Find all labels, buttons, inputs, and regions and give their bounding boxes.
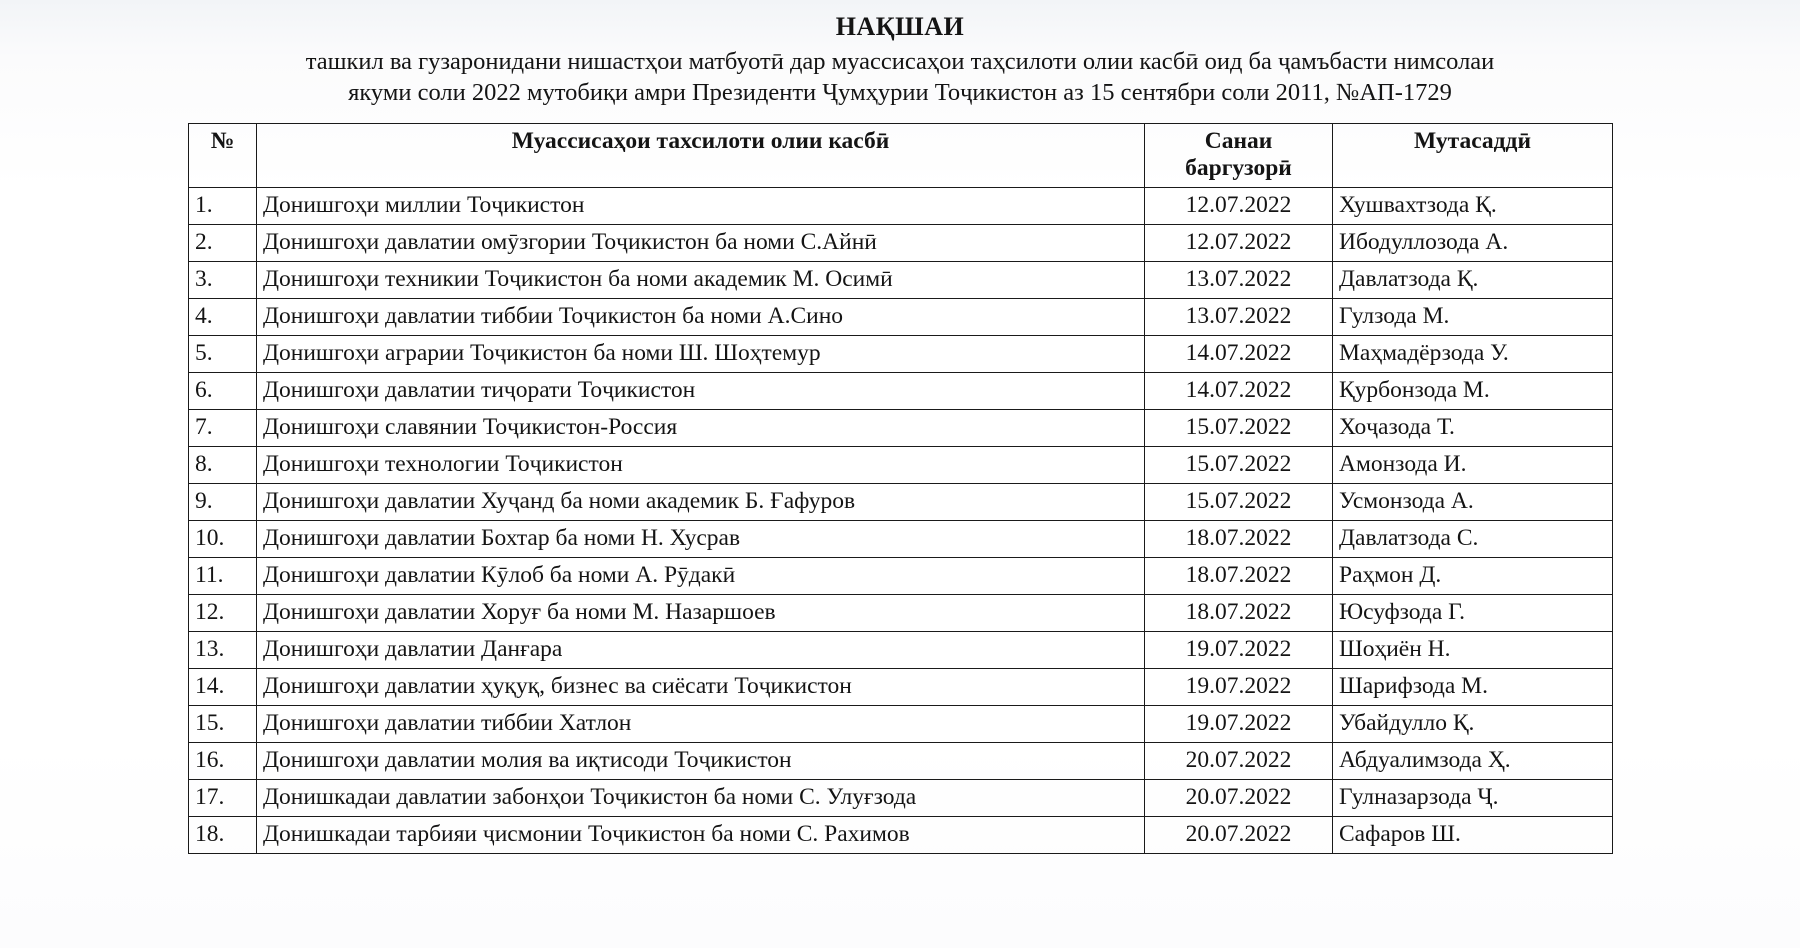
table-header: [189, 123, 1613, 187]
institution-name: Донишкадаи давлатии забонҳои Тоҷикистон ба номи С. Улуғзода: [257, 779, 1145, 816]
event-date: 15.07.2022: [1145, 483, 1333, 520]
row-number: 3.: [189, 261, 257, 298]
responsible-person: Шарифзода М.: [1333, 668, 1613, 705]
row-number: 4.: [189, 298, 257, 335]
responsible-person: Амонзода И.: [1333, 446, 1613, 483]
table-body: [189, 187, 1613, 853]
institution-name: Донишгоҳи славянии Тоҷикистон-Россия: [257, 409, 1145, 446]
table-row: [189, 298, 1613, 335]
event-date: 20.07.2022: [1145, 742, 1333, 779]
table-header-row: [189, 123, 1613, 187]
institution-name: Донишгоҳи давлатии тиббии Тоҷикистон ба номи А.Сино: [257, 298, 1145, 335]
event-date: 19.07.2022: [1145, 668, 1333, 705]
column-header-number: №: [189, 123, 257, 187]
row-number: 1.: [189, 187, 257, 224]
institution-name: Донишгоҳи миллии Тоҷикистон: [257, 187, 1145, 224]
table-row: [189, 261, 1613, 298]
table-row: [189, 668, 1613, 705]
institution-name: Донишгоҳи техникии Тоҷикистон ба номи академик М. Осимӣ: [257, 261, 1145, 298]
responsible-person: Хоҷазода Т.: [1333, 409, 1613, 446]
subtitle-line-2: якуми соли 2022 мутобиқи амри Президенти Ҷумҳурии Тоҷикистон аз 15 сентябри соли 2011, №АП-1729: [348, 79, 1452, 107]
row-number: 10.: [189, 520, 257, 557]
institution-name: Донишгоҳи технологии Тоҷикистон: [257, 446, 1145, 483]
row-number: 14.: [189, 668, 257, 705]
responsible-person: Сафаров Ш.: [1333, 816, 1613, 853]
institution-name: Донишгоҳи давлатии Хуҷанд ба номи академик Б. Ғафуров: [257, 483, 1145, 520]
institution-name: Донишгоҳи аграрии Тоҷикистон ба номи Ш. Шоҳтемур: [257, 335, 1145, 372]
institution-name: Донишгоҳи давлатии Хоруғ ба номи М. Назаршоев: [257, 594, 1145, 631]
row-number: 6.: [189, 372, 257, 409]
responsible-person: Ибодуллозода А.: [1333, 224, 1613, 261]
responsible-person: Раҳмон Д.: [1333, 557, 1613, 594]
responsible-person: Давлатзода С.: [1333, 520, 1613, 557]
event-date: 14.07.2022: [1145, 372, 1333, 409]
responsible-person: Усмонзода А.: [1333, 483, 1613, 520]
document-subtitle: [180, 46, 1620, 109]
event-date: 15.07.2022: [1145, 409, 1333, 446]
event-date: 13.07.2022: [1145, 298, 1333, 335]
table-row: [189, 483, 1613, 520]
responsible-person: Шоҳиён Н.: [1333, 631, 1613, 668]
event-date: 12.07.2022: [1145, 187, 1333, 224]
row-number: 2.: [189, 224, 257, 261]
institution-name: Донишгоҳи давлатии тиббии Хатлон: [257, 705, 1145, 742]
row-number: 13.: [189, 631, 257, 668]
row-number: 8.: [189, 446, 257, 483]
row-number: 15.: [189, 705, 257, 742]
responsible-person: Гулзода М.: [1333, 298, 1613, 335]
row-number: 5.: [189, 335, 257, 372]
institution-name: Донишгоҳи давлатии омӯзгории Тоҷикистон ба номи С.Айнӣ: [257, 224, 1145, 261]
table-row: [189, 742, 1613, 779]
event-date: 18.07.2022: [1145, 594, 1333, 631]
table-row: [189, 520, 1613, 557]
schedule-table: [188, 123, 1613, 854]
table-row: [189, 557, 1613, 594]
event-date: 14.07.2022: [1145, 335, 1333, 372]
column-header-date-line1: Санаи: [1204, 127, 1273, 154]
column-header-date: [1145, 123, 1333, 187]
column-header-institution: Муассисаҳои тахсилоти олии касбӣ: [257, 123, 1145, 187]
event-date: 12.07.2022: [1145, 224, 1333, 261]
schedule-table-container: [188, 123, 1612, 854]
page-title: НАҚШАИ: [835, 12, 965, 41]
responsible-person: Қурбонзода М.: [1333, 372, 1613, 409]
event-date: 18.07.2022: [1145, 520, 1333, 557]
responsible-person: Юсуфзода Г.: [1333, 594, 1613, 631]
responsible-person: Абдуалимзода Ҳ.: [1333, 742, 1613, 779]
table-row: [189, 224, 1613, 261]
table-row: [189, 446, 1613, 483]
row-number: 17.: [189, 779, 257, 816]
event-date: 19.07.2022: [1145, 705, 1333, 742]
table-row: [189, 335, 1613, 372]
event-date: 20.07.2022: [1145, 816, 1333, 853]
responsible-person: Хушвахтзода Қ.: [1333, 187, 1613, 224]
table-row: [189, 705, 1613, 742]
responsible-person: Давлатзода Қ.: [1333, 261, 1613, 298]
event-date: 13.07.2022: [1145, 261, 1333, 298]
institution-name: Донишгоҳи давлатии молия ва иқтисоди Тоҷикистон: [257, 742, 1145, 779]
institution-name: Донишгоҳи давлатии Кӯлоб ба номи А. Рӯдакӣ: [257, 557, 1145, 594]
table-row: [189, 409, 1613, 446]
column-header-responsible: Мутасаддӣ: [1333, 123, 1613, 187]
table-row: [189, 816, 1613, 853]
row-number: 7.: [189, 409, 257, 446]
table-row: [189, 779, 1613, 816]
responsible-person: Убайдулло Қ.: [1333, 705, 1613, 742]
row-number: 9.: [189, 483, 257, 520]
responsible-person: Гулназарзода Ҷ.: [1333, 779, 1613, 816]
row-number: 16.: [189, 742, 257, 779]
row-number: 18.: [189, 816, 257, 853]
institution-name: Донишкадаи тарбияи ҷисмонии Тоҷикистон ба номи С. Рахимов: [257, 816, 1145, 853]
event-date: 19.07.2022: [1145, 631, 1333, 668]
responsible-person: Маҳмадёрзода У.: [1333, 335, 1613, 372]
institution-name: Донишгоҳи давлатии тиҷорати Тоҷикистон: [257, 372, 1145, 409]
row-number: 11.: [189, 557, 257, 594]
column-header-date-line2: баргузорӣ: [1185, 155, 1292, 182]
table-row: [189, 631, 1613, 668]
institution-name: Донишгоҳи давлатии ҳуқуқ, бизнес ва сиёсати Тоҷикистон: [257, 668, 1145, 705]
table-row: [189, 187, 1613, 224]
institution-name: Донишгоҳи давлатии Бохтар ба номи Н. Хусрав: [257, 520, 1145, 557]
event-date: 20.07.2022: [1145, 779, 1333, 816]
event-date: 18.07.2022: [1145, 557, 1333, 594]
subtitle-line-1: ташкил ва гузаронидани нишастҳои матбуотӣ дар муассисаҳои таҳсилоти олии касбӣ оид ба ҷамъбасти нимсолаи: [305, 47, 1495, 75]
institution-name: Донишгоҳи давлатии Данғара: [257, 631, 1145, 668]
table-row: [189, 594, 1613, 631]
event-date: 15.07.2022: [1145, 446, 1333, 483]
table-row: [189, 372, 1613, 409]
row-number: 12.: [189, 594, 257, 631]
